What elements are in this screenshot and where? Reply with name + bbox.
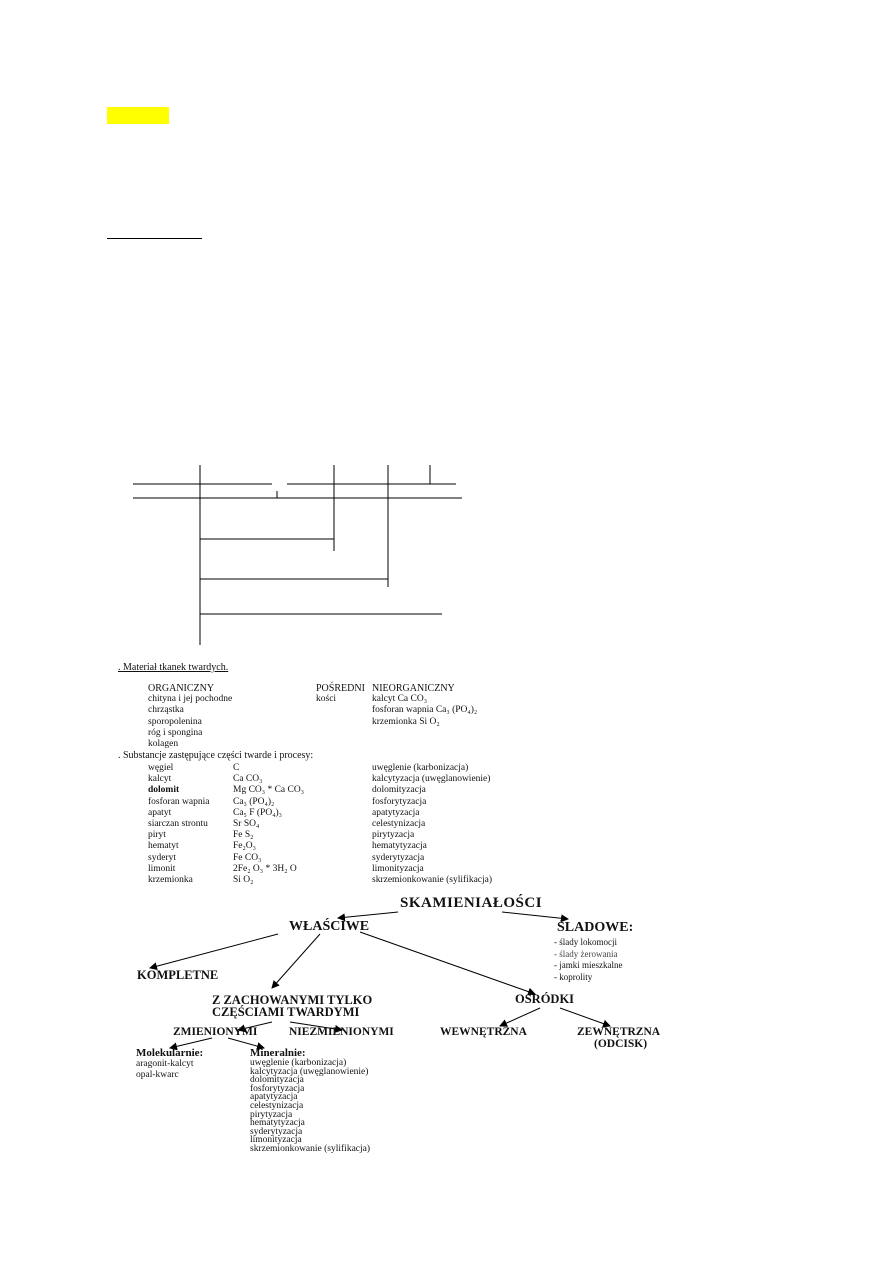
list-item: chityna i jej pochodne bbox=[148, 694, 233, 705]
table-cell: syderyt bbox=[148, 852, 176, 863]
list-item: uwęglenie (karbonizacja) bbox=[250, 1058, 347, 1068]
table-cell: Ca CO₃ bbox=[233, 774, 263, 785]
table-cell: kalcyt bbox=[148, 774, 172, 785]
table-cell: Ca₅ F (PO₄)₃ bbox=[233, 807, 282, 818]
table-cell: Sr SO₄ bbox=[233, 819, 260, 830]
table-cell: Fe₂O₃ bbox=[233, 841, 256, 852]
table-cell: krzemionka bbox=[148, 875, 193, 886]
table-cell: limonit bbox=[148, 863, 176, 874]
materials-heading: . Materiał tkanek twardych. bbox=[118, 662, 229, 673]
list-item: fosforytyzacja bbox=[250, 1083, 305, 1094]
list-item: - jamki mieszkalne bbox=[554, 960, 623, 970]
table-cell: Ca₃ (PO₄)₂ bbox=[233, 796, 275, 807]
list-item: apatytyzacja bbox=[250, 1092, 298, 1103]
tree-node-complete: KOMPLETNE bbox=[137, 968, 219, 982]
tree-node-hard-parts-1: Z ZACHOWANYMI TYLKO bbox=[212, 993, 373, 1007]
list-item: - ślady żerowania bbox=[554, 948, 618, 959]
tree-node-trace: ŚLADOWE: bbox=[557, 920, 634, 935]
table-cell: dolomityzacja bbox=[372, 785, 426, 796]
table-cell: węgiel bbox=[148, 763, 174, 773]
table-cell: limonityzacja bbox=[372, 863, 424, 874]
tree-node-unchanged: NIEZMIENIONYMI bbox=[289, 1026, 394, 1038]
list-item: syderytyzacja bbox=[250, 1126, 303, 1137]
table-cell: Fe S₂ bbox=[233, 830, 254, 841]
list-item: kolagen bbox=[148, 739, 179, 750]
table-cell: uwęglenie (karbonizacja) bbox=[372, 763, 469, 773]
table-cell: apatyt bbox=[148, 807, 172, 818]
list-item: - koprolity bbox=[554, 971, 593, 982]
tree-root: SKAMIENIAŁOŚCI bbox=[400, 895, 543, 911]
tree-node-internal: WEWNĘTRZNA bbox=[440, 1026, 527, 1038]
list-item: krzemionka Si O₂ bbox=[372, 716, 440, 727]
list-item: chrząstka bbox=[148, 705, 184, 716]
list-item: dolomityzacja bbox=[250, 1075, 304, 1086]
list-item: kości bbox=[316, 694, 337, 705]
table-cell: Si O₂ bbox=[233, 875, 254, 886]
organic-title: ORGANICZNY bbox=[148, 683, 215, 694]
table-cell: fosforytyzacja bbox=[372, 796, 427, 807]
list-item: hematytyzacja bbox=[250, 1118, 305, 1129]
table-cell: siarczan strontu bbox=[148, 819, 208, 830]
table-cell: hematyt bbox=[148, 841, 179, 852]
table-cell: C bbox=[233, 763, 240, 773]
list-item: kalcyt Ca CO₃ bbox=[372, 694, 428, 705]
trace-list bbox=[554, 937, 622, 983]
mineral-list bbox=[250, 1047, 370, 1154]
tree-node-proper: WŁAŚCIWE bbox=[289, 919, 370, 934]
tree-node-changed: ZMIENIONYMI bbox=[173, 1026, 258, 1038]
list-item: skrzemionkowanie (sylifikacja) bbox=[250, 1143, 371, 1154]
tree-node-molds: OŚRÓDKI bbox=[515, 992, 575, 1006]
list-item: - ślady lokomocji bbox=[554, 937, 617, 947]
table-cell: pirytyzacja bbox=[372, 830, 415, 841]
table-cell: skrzemionkowanie (sylifikacja) bbox=[372, 875, 493, 886]
table-cell: Fe CO₃ bbox=[233, 852, 262, 863]
molecular-title: Molekularnie: bbox=[136, 1047, 204, 1059]
table-cell: syderytyzacja bbox=[372, 852, 425, 863]
list-item: róg i spongina bbox=[148, 727, 203, 738]
intermediate-title: POŚREDNI bbox=[316, 683, 365, 694]
table-cell: fosforan wapnia bbox=[148, 796, 210, 807]
table-cell: apatytyzacja bbox=[372, 807, 420, 818]
mineral-title: Mineralnie: bbox=[250, 1047, 306, 1059]
table-cell: piryt bbox=[148, 830, 166, 841]
table-cell: dolomit bbox=[148, 785, 180, 796]
list-item: aragonit-kalcyt bbox=[136, 1059, 194, 1069]
table-cell: hematytyzacja bbox=[372, 841, 427, 852]
table-cell: 2Fe₂ O₃ * 3H₂ O bbox=[233, 863, 297, 874]
table-cell: Mg CO₃ * Ca CO₃ bbox=[233, 785, 305, 796]
list-item: limonityzacja bbox=[250, 1135, 302, 1146]
tree-node-external-1: ZEWNĘTRZNA bbox=[577, 1026, 661, 1038]
list-item: pirytyzacja bbox=[250, 1109, 293, 1120]
tree-node-external-2: (ODCISK) bbox=[594, 1038, 648, 1050]
table-cell: celestynizacja bbox=[372, 819, 426, 830]
substances-heading: . Substancje zastępujące części twarde i procesy: bbox=[118, 750, 314, 761]
list-item: kalcytyzacja (uwęglanowienie) bbox=[250, 1066, 369, 1077]
list-item: opal-kwarc bbox=[136, 1069, 179, 1080]
list-item: sporopolenina bbox=[148, 716, 202, 727]
inorganic-title: NIEORGANICZNY bbox=[372, 683, 455, 694]
molecular-list bbox=[136, 1047, 203, 1080]
list-item: fosforan wapnia Ca₃ (PO₄)₂ bbox=[372, 705, 478, 716]
table-cell: kalcytyzacja (uwęglanowienie) bbox=[372, 774, 491, 785]
tree-node-hard-parts-2: CZĘŚCIAMI TWARDYMI bbox=[212, 1005, 360, 1019]
list-item: celestynizacja bbox=[250, 1100, 304, 1111]
